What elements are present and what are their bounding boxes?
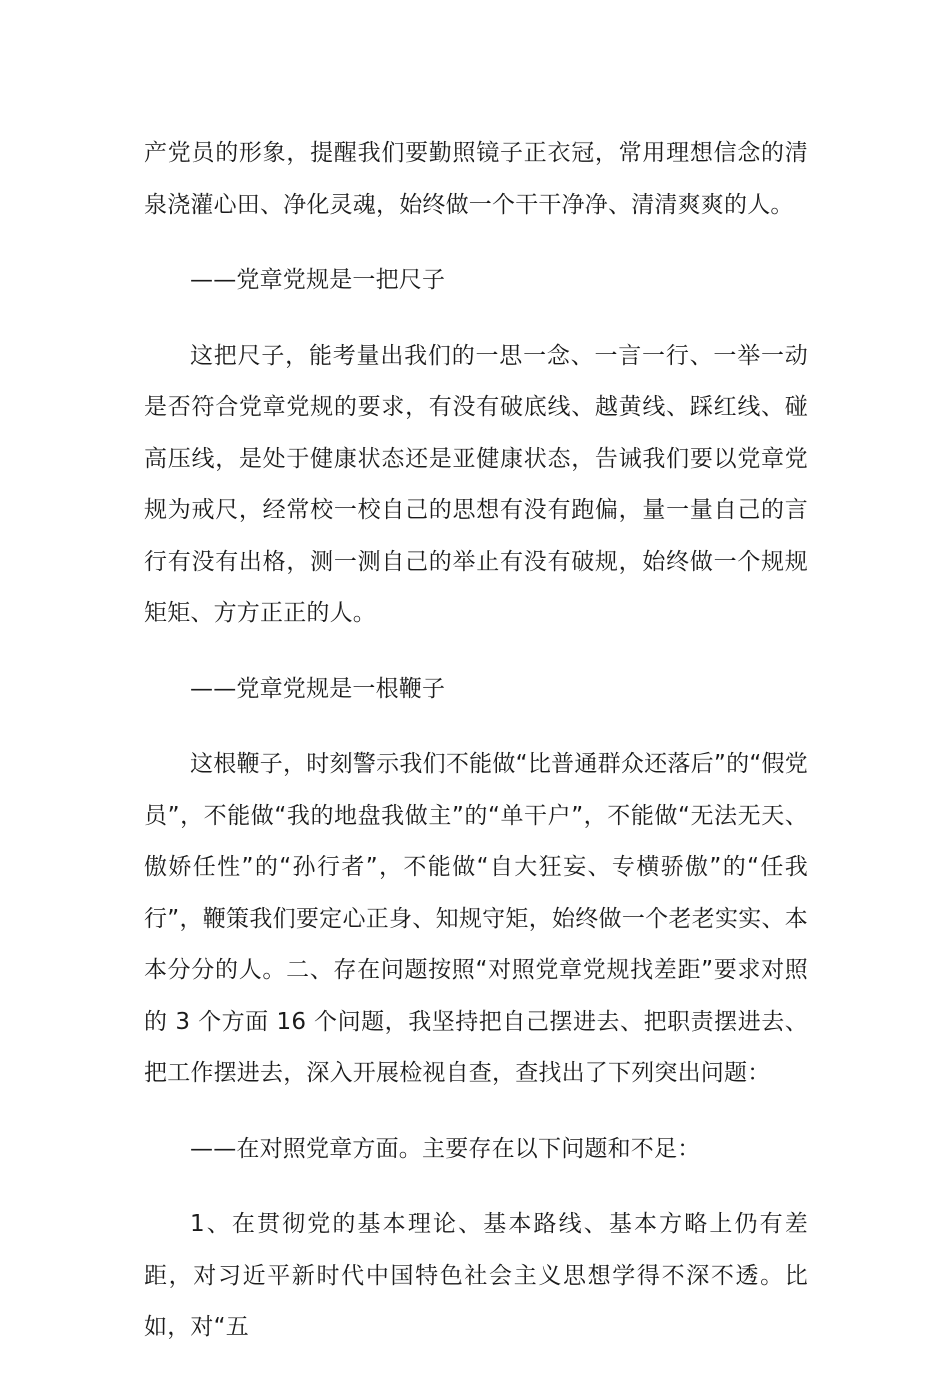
- paragraph-whip: 这根鞭子，时刻警示我们不能做“比普通群众还落后”的“假党员”，不能做“我的地盘我做主”的“单干户”，不能做“无法无天、傲娇任性”的“孙行者”，不能做“自大狂妄、专横骄傲”的“任我行”，鞭策我们要定心正身、知规守矩，始终做一个老老实实、本本分分的人。二、存在问题按照“对照党章党规找差距”要求对照的 3 个方面 16 个问题，我坚持把自己摆进去、把职责摆进去、把工作摆进去，深入开展检视自查，查找出了下列突出问题：: [144, 751, 808, 1086]
- section-heading-ruler: ——党章党规是一把尺子: [190, 267, 446, 293]
- paragraph-ruler: 这把尺子，能考量出我们的一思一念、一言一行、一举一动是否符合党章党规的要求，有没有破底线、越黄线、踩红线、碰高压线，是处于健康状态还是亚健康状态，告诫我们要以党章党规为戒尺，经常校一校自己的思想有没有跑偏，量一量自己的言行有没有出格，测一测自己的举止有没有破规，始终做一个规规矩矩、方方正正的人。: [144, 342, 808, 626]
- section-heading-whip: ——党章党规是一根鞭子: [190, 675, 446, 702]
- document-body: [144, 128, 808, 1378]
- paragraph-item-1: 1、在贯彻党的基本理论、基本路线、基本方略上仍有差距，对习近平新时代中国特色社会主义思想学得不深不透。比如，对“五: [144, 1211, 808, 1340]
- section-heading-party-constitution: ——在对照党章方面。主要存在以下问题和不足：: [190, 1135, 701, 1162]
- paragraph-continuation: 产党员的形象，提醒我们要勤照镜子正衣冠，常用理想信念的清泉浇灌心田、净化灵魂，始终做一个干干净净、清清爽爽的人。: [144, 140, 808, 218]
